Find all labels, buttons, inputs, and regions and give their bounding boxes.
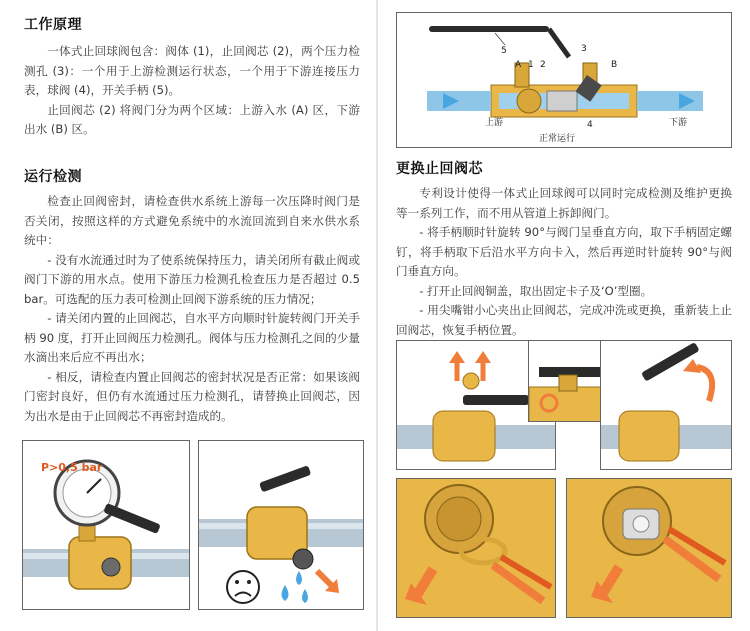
upstream-label: 上游 [485, 118, 504, 128]
replace-cartridge-p4: - 用尖嘴钳小心夹出止回阀芯，完成冲洗或更换，重新装上止回阀芯，恢复手柄位置。 [396, 303, 732, 337]
label-A: A [515, 60, 522, 70]
arrow-up-icon [475, 351, 491, 363]
water-drop-icon [282, 585, 289, 601]
replace-cartridge-p1: 专利设计使得一体式止回球阀可以同时完成检测及维护更换等一系列工作，而不用从管道上拆卸阀门。 [396, 186, 732, 220]
working-principle-p2: 止回阀芯 (2) 将阀门分为两个区域：上游入水 (A) 区，下游出水 (B) 区。 [24, 102, 360, 136]
check-cartridge [547, 91, 577, 111]
operation-check-p3: - 请关闭内置的止回阀芯，自水平方向顺时针旋转阀门开关手柄 90 度，打开止回阀压力检测孔。阀体与压力检测孔之间的少量水滴出来后应不再出水； [24, 311, 360, 364]
illustration-extract-cartridge [566, 478, 732, 618]
valve-body [433, 411, 495, 461]
label-4: 4 [587, 120, 593, 130]
section-title-operation-check: 运行检测 [24, 169, 82, 185]
replace-cartridge-text [396, 184, 732, 340]
pressure-port-cap [293, 549, 313, 569]
screw-icon [463, 373, 479, 389]
operation-check-p4: - 相反，请检查内置止回阀芯的密封状况是否正常：如果该阀门密封良好，但仍有水流通过压力检测孔，请替换止回阀芯，因为出水是由于止回阀芯不再密封造成的。 [24, 369, 360, 423]
replace-cartridge-p3: - 打开止回阀铜盖，取出固定卡子及‘O’型圈。 [419, 283, 653, 298]
working-principle-p1: 一体式止回球阀包含：阀体 (1)，止回阀芯 (2)，两个压力检测孔 (3)：一个用于上游检测运行状态，一个用于下游连接压力表，球阀 (4)，开关手柄 (5)。 [24, 44, 360, 97]
column-divider [376, 0, 378, 631]
illustration-leak-check [198, 440, 364, 610]
operation-check-p2: - 没有水流通过时为了使系统保持压力，请关闭所有截止阀或阀门下游的用水点。使用下游压力检测孔检查压力是否超过 0.5 bar。可选配的压力表可检测止回阀下游系统的压力情况； [24, 252, 360, 306]
operation-check-text [24, 192, 360, 426]
label-3: 3 [581, 44, 587, 54]
label-5: 5 [501, 46, 507, 56]
working-principle-text [24, 42, 360, 140]
label-1: 1 [528, 60, 534, 70]
section-title-replace-cartridge: 更换止回阀芯 [396, 161, 483, 177]
illustration-remove-o-ring [396, 478, 556, 618]
illustration-pressure-gauge [22, 440, 190, 610]
water-drop-icon [296, 571, 302, 585]
diagram-normal-operation [396, 12, 732, 148]
label-2: 2 [540, 60, 546, 70]
water-drop-icon [302, 589, 308, 603]
valve-handle [259, 465, 311, 492]
operation-check-p1: 检查止回阀密封，请检查供水系统上游每一次压降时阀门是否关闭，按照这样的方式避免系统中的水流回流到自来水供水系统中： [24, 194, 360, 247]
valve-body [69, 537, 131, 589]
section-title-working-principle: 工作原理 [24, 17, 82, 33]
valve-handle [103, 503, 161, 534]
downstream-label: 下游 [669, 118, 688, 128]
sad-face-icon [227, 571, 259, 603]
pressure-label: P>0,5 bar [41, 461, 103, 474]
arrow-up-icon [449, 351, 465, 363]
valve-handle [463, 395, 529, 405]
valve-handle [429, 26, 549, 32]
valve-body [619, 411, 679, 461]
replace-cartridge-p2: - 将手柄顺时针旋转 90°与阀门呈垂直方向，取下手柄固定螺钉，将手柄取下后沿水平方向卡入，然后再逆时针旋转 90°与阀门垂直方向。 [396, 225, 732, 278]
diagram-caption: 正常运行 [539, 134, 576, 144]
label-B: B [611, 60, 618, 70]
illustration-rotate-handle [600, 340, 732, 470]
